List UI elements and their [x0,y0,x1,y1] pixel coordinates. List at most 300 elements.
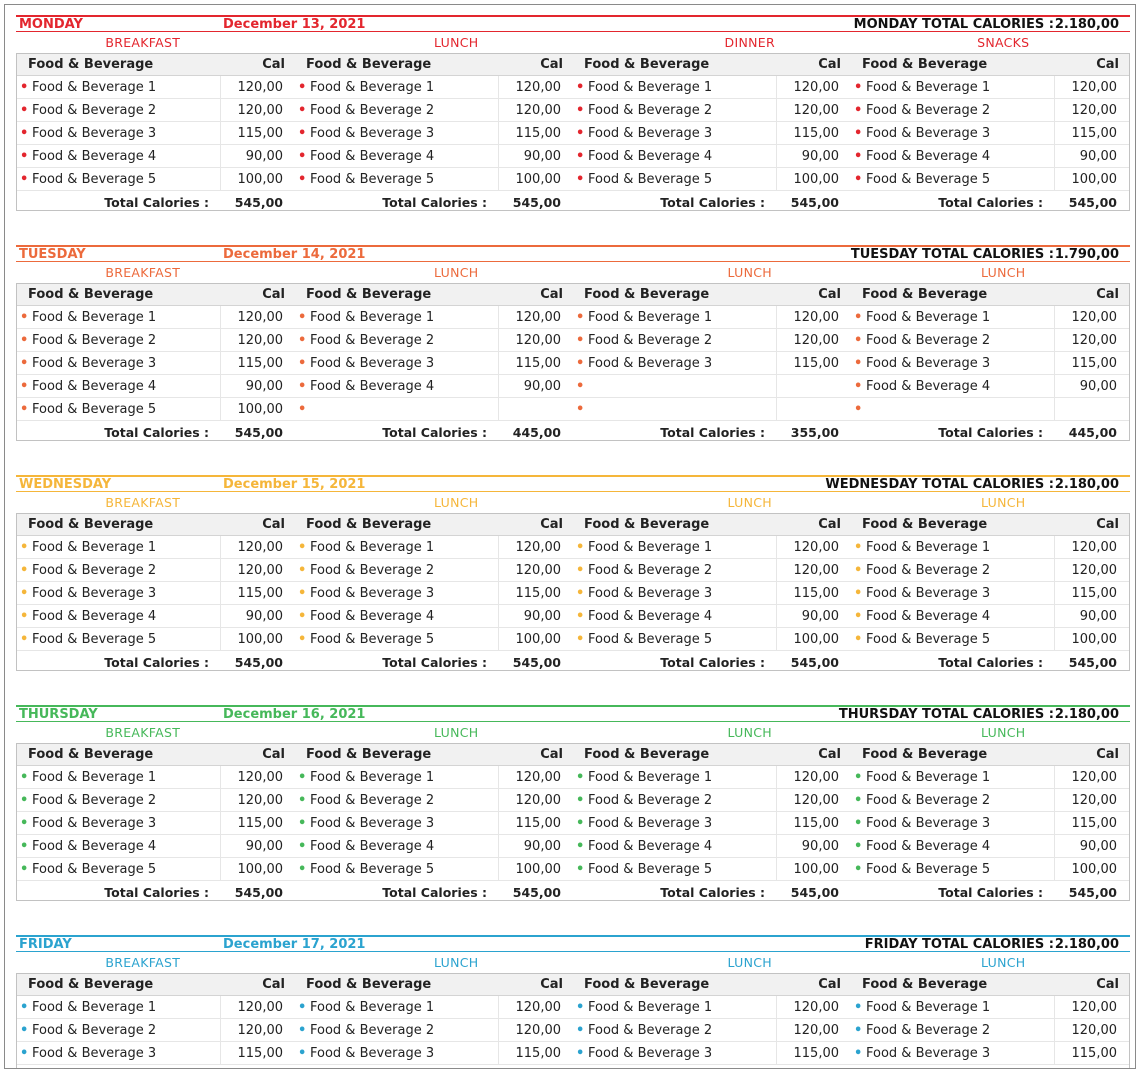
food-item-name: Food & Beverage 1 [866,1000,991,1015]
day-section-wednesday [16,475,1130,705]
table-row[interactable] [573,628,851,651]
table-row[interactable] [573,99,851,122]
table-row[interactable] [17,99,295,122]
food-item-cell [17,835,220,857]
food-item-cal: 90,00 [498,375,573,397]
meal-column [17,744,295,900]
bullet-icon: • [20,1046,29,1061]
food-item-name: Food & Beverage 2 [866,333,991,348]
food-item-cell [851,1042,1054,1064]
day-total-value: 2.180,00 [1054,17,1119,32]
table-row[interactable] [17,306,295,329]
table-row[interactable] [573,76,851,99]
table-row[interactable] [17,122,295,145]
table-row[interactable] [295,398,573,421]
table-row[interactable] [295,858,573,881]
bullet-icon: • [20,540,29,555]
bullet-icon: • [854,839,863,854]
total-calories-label: Total Calories : [382,655,487,670]
total-calories-value: 545,00 [234,195,283,210]
header-food: Food & Beverage [584,747,710,762]
day-total-label: MONDAY TOTAL CALORIES : [853,17,1054,32]
bullet-icon: • [20,333,29,348]
header-cal: Cal [818,747,841,762]
header-food: Food & Beverage [584,287,710,302]
food-item-cal: 90,00 [1054,375,1129,397]
bullet-icon: • [576,816,585,831]
meal-label: LUNCH [981,265,1026,280]
day-section-tuesday [16,245,1130,475]
food-item-cal: 90,00 [1054,145,1129,167]
table-row[interactable] [17,858,295,881]
bullet-icon: • [20,126,29,141]
food-item-cal: 120,00 [1054,536,1129,558]
meal-label: SNACKS [977,35,1030,50]
day-total-value: 1.790,00 [1054,247,1119,262]
bullet-icon: • [298,333,307,348]
table-row[interactable] [573,559,851,582]
table-row[interactable] [17,329,295,352]
food-item-cell [573,559,776,581]
table-row[interactable] [295,1042,573,1065]
bullet-icon: • [20,862,29,877]
header-cal: Cal [540,57,563,72]
food-item-name: Food & Beverage 5 [866,862,991,877]
food-item-name: Food & Beverage 3 [588,356,713,371]
table-row[interactable] [851,122,1129,145]
table-header [17,514,295,536]
food-item-name: Food & Beverage 3 [310,586,435,601]
food-item-name: Food & Beverage 5 [866,632,991,647]
table-row[interactable] [573,168,851,191]
table-header [17,974,295,996]
bullet-icon: • [20,793,29,808]
table-row[interactable] [295,582,573,605]
food-item-name: Food & Beverage 4 [32,609,157,624]
food-item-cell [17,145,220,167]
food-item-name: Food & Beverage 2 [866,563,991,578]
table-row[interactable] [573,329,851,352]
table-row[interactable] [851,99,1129,122]
bullet-icon: • [298,1046,307,1061]
table-row[interactable] [295,789,573,812]
table-header [17,54,295,76]
food-item-cal: 115,00 [498,352,573,374]
table-row[interactable] [17,76,295,99]
food-item-cal: 120,00 [220,766,295,788]
bullet-icon: • [576,1023,585,1038]
total-calories-label: Total Calories : [660,885,765,900]
table-row[interactable] [573,536,851,559]
meal-column [851,744,1129,900]
food-item-cell [17,559,220,581]
bullet-icon: • [854,379,863,394]
bullet-icon: • [854,540,863,555]
meal-table [16,743,1130,901]
total-calories-value: 545,00 [234,425,283,440]
meal-column [573,514,851,670]
food-item-cell [295,1019,498,1041]
table-row[interactable] [573,306,851,329]
food-item-cell [295,858,498,880]
bullet-icon: • [576,540,585,555]
table-row[interactable] [295,375,573,398]
table-header [295,54,573,76]
food-item-cal: 120,00 [776,1019,851,1041]
food-item-cal: 120,00 [776,789,851,811]
meal-column [851,284,1129,440]
header-cal: Cal [1096,747,1119,762]
food-item-cell [295,122,498,144]
meal-column [295,744,573,900]
table-row[interactable] [573,375,851,398]
table-row[interactable] [851,306,1129,329]
table-row[interactable] [295,352,573,375]
food-item-cal: 90,00 [1054,605,1129,627]
food-item-cell [851,306,1054,328]
table-row[interactable] [17,168,295,191]
table-row[interactable] [17,605,295,628]
food-item-cell [295,1042,498,1064]
total-calories-value: 445,00 [1068,425,1117,440]
table-row[interactable] [851,628,1129,651]
bullet-icon: • [576,770,585,785]
table-row[interactable] [851,605,1129,628]
food-item-cell [295,605,498,627]
meal-table [16,53,1130,211]
food-item-cell [17,306,220,328]
meal-label: DINNER [724,35,775,50]
bullet-icon: • [298,103,307,118]
table-row[interactable] [295,628,573,651]
table-row[interactable] [851,168,1129,191]
table-header [573,514,851,536]
bullet-icon: • [20,310,29,325]
food-item-cal: 115,00 [776,352,851,374]
meal-label: LUNCH [727,265,772,280]
table-row[interactable] [573,766,851,789]
bullet-icon: • [20,80,29,95]
meal-label: LUNCH [434,265,479,280]
bullet-icon: • [576,609,585,624]
food-item-cell [851,582,1054,604]
food-item-name: Food & Beverage 5 [588,172,713,187]
table-row[interactable] [573,122,851,145]
table-row[interactable] [573,1019,851,1042]
food-item-name: Food & Beverage 2 [866,793,991,808]
bullet-icon: • [576,310,585,325]
table-row[interactable] [851,812,1129,835]
food-item-name: Food & Beverage 2 [588,333,713,348]
day-name: WEDNESDAY [19,477,112,492]
day-total-label: FRIDAY TOTAL CALORIES : [864,937,1054,952]
food-item-cell [573,329,776,351]
total-calories-value: 545,00 [790,195,839,210]
table-row[interactable] [573,858,851,881]
table-row[interactable] [17,1042,295,1065]
table-row[interactable] [573,789,851,812]
table-row[interactable] [851,536,1129,559]
meal-label: BREAKFAST [105,265,181,280]
table-row[interactable] [851,835,1129,858]
table-row[interactable] [573,352,851,375]
food-item-name: Food & Beverage 2 [310,103,435,118]
food-item-cal: 100,00 [1054,858,1129,880]
table-row[interactable] [295,329,573,352]
food-item-name: Food & Beverage 2 [866,103,991,118]
bullet-icon: • [298,126,307,141]
food-item-cal: 120,00 [1054,99,1129,121]
table-row[interactable] [851,1019,1129,1042]
food-item-name: Food & Beverage 1 [310,540,435,555]
header-cal: Cal [540,977,563,992]
table-row[interactable] [17,835,295,858]
table-row[interactable] [295,996,573,1019]
food-item-cal: 115,00 [1054,122,1129,144]
food-item-name: Food & Beverage 3 [32,1046,157,1061]
header-food: Food & Beverage [28,287,154,302]
table-row[interactable] [573,835,851,858]
food-item-cal: 120,00 [220,99,295,121]
table-row[interactable] [17,812,295,835]
food-item-cal: 90,00 [1054,835,1129,857]
table-row[interactable] [851,375,1129,398]
food-item-cell [295,812,498,834]
table-header [295,514,573,536]
total-row [295,191,573,214]
food-item-cell [851,858,1054,880]
food-item-cell [17,812,220,834]
table-row[interactable] [17,628,295,651]
table-row[interactable] [573,398,851,421]
food-item-cal: 120,00 [498,76,573,98]
day-header [16,935,1130,952]
table-row[interactable] [295,76,573,99]
header-food: Food & Beverage [28,747,154,762]
day-header [16,475,1130,492]
bullet-icon: • [20,402,29,417]
table-row[interactable] [17,1019,295,1042]
header-food: Food & Beverage [862,57,988,72]
food-item-name: Food & Beverage 3 [588,586,713,601]
food-item-name: Food & Beverage 2 [310,333,435,348]
table-row[interactable] [295,605,573,628]
food-item-cell [17,375,220,397]
food-item-cell [851,536,1054,558]
total-calories-value: 545,00 [512,655,561,670]
table-row[interactable] [851,559,1129,582]
food-item-cal: 115,00 [1054,582,1129,604]
bullet-icon: • [854,793,863,808]
table-header [573,284,851,306]
table-row[interactable] [17,536,295,559]
table-row[interactable] [17,996,295,1019]
table-header [295,974,573,996]
meal-labels [16,953,1130,973]
food-item-name: Food & Beverage 3 [32,126,157,141]
table-row[interactable] [17,582,295,605]
header-food: Food & Beverage [28,517,154,532]
table-row[interactable] [851,352,1129,375]
header-cal: Cal [540,287,563,302]
header-cal: Cal [818,287,841,302]
food-item-cal: 115,00 [498,582,573,604]
food-item-cell [295,559,498,581]
table-row[interactable] [17,375,295,398]
meal-column [17,284,295,440]
table-row[interactable] [295,1019,573,1042]
food-item-name: Food & Beverage 1 [588,1000,713,1015]
food-item-cal: 115,00 [498,122,573,144]
table-row[interactable] [295,536,573,559]
table-row[interactable] [851,1042,1129,1065]
meal-label: BREAKFAST [105,35,181,50]
table-row[interactable] [295,812,573,835]
table-row[interactable] [851,858,1129,881]
table-row[interactable] [295,559,573,582]
food-item-cell [295,766,498,788]
table-row[interactable] [851,582,1129,605]
food-item-name: Food & Beverage 2 [32,103,157,118]
food-item-name: Food & Beverage 3 [866,1046,991,1061]
bullet-icon: • [20,172,29,187]
food-item-name: Food & Beverage 2 [32,1023,157,1038]
bullet-icon: • [576,632,585,647]
table-row[interactable] [17,145,295,168]
bullet-icon: • [20,816,29,831]
food-item-name: Food & Beverage 4 [866,839,991,854]
food-item-cal [1054,398,1129,420]
food-item-name: Food & Beverage 2 [588,1023,713,1038]
bullet-icon: • [854,586,863,601]
table-row[interactable] [17,766,295,789]
food-item-cell [851,996,1054,1018]
table-row[interactable] [851,76,1129,99]
food-item-name: Food & Beverage 2 [32,563,157,578]
food-item-cal: 90,00 [776,145,851,167]
table-row[interactable] [295,168,573,191]
food-item-name: Food & Beverage 1 [32,80,157,95]
meal-column [17,974,295,1069]
meal-label: BREAKFAST [105,725,181,740]
bullet-icon: • [20,563,29,578]
food-item-cell [851,789,1054,811]
food-item-cell [573,1019,776,1041]
bullet-icon: • [854,1000,863,1015]
bullet-icon: • [576,563,585,578]
table-row[interactable] [573,996,851,1019]
table-row[interactable] [17,352,295,375]
table-header [851,54,1129,76]
table-row[interactable] [295,122,573,145]
table-header [17,284,295,306]
food-item-cal: 120,00 [220,1019,295,1041]
table-header [851,974,1129,996]
table-row[interactable] [17,398,295,421]
header-food: Food & Beverage [862,287,988,302]
food-item-name: Food & Beverage 3 [32,816,157,831]
food-item-cal: 115,00 [776,582,851,604]
food-item-cal [776,375,851,397]
food-item-name: Food & Beverage 1 [310,310,435,325]
food-item-cell [17,329,220,351]
food-item-cal: 90,00 [498,835,573,857]
food-item-name: Food & Beverage 2 [588,563,713,578]
table-row[interactable] [851,329,1129,352]
table-row[interactable] [851,996,1129,1019]
header-cal: Cal [1096,287,1119,302]
table-row[interactable] [295,766,573,789]
total-calories-value: 545,00 [790,655,839,670]
day-header [16,705,1130,722]
food-item-cell [851,145,1054,167]
food-item-cell [851,352,1054,374]
bullet-icon: • [20,356,29,371]
table-row[interactable] [851,766,1129,789]
bullet-icon: • [854,103,863,118]
bullet-icon: • [298,149,307,164]
food-item-cell [573,352,776,374]
table-row[interactable] [851,398,1129,421]
day-total-label: WEDNESDAY TOTAL CALORIES : [825,477,1054,492]
food-item-cell [295,168,498,190]
table-row[interactable] [295,99,573,122]
table-row[interactable] [573,145,851,168]
table-row[interactable] [573,812,851,835]
table-row[interactable] [573,605,851,628]
meal-label: LUNCH [434,725,479,740]
meal-column [573,54,851,210]
food-item-name: Food & Beverage 1 [866,310,991,325]
header-food: Food & Beverage [584,57,710,72]
food-item-cal: 100,00 [1054,168,1129,190]
table-row[interactable] [573,582,851,605]
bullet-icon: • [298,816,307,831]
table-row[interactable] [851,789,1129,812]
food-item-cell [295,352,498,374]
total-row [295,651,573,674]
food-item-name: Food & Beverage 4 [32,379,157,394]
header-food: Food & Beverage [306,517,432,532]
total-calories-label: Total Calories : [938,885,1043,900]
food-item-name: Food & Beverage 2 [310,1023,435,1038]
table-row[interactable] [17,789,295,812]
food-item-cell [573,145,776,167]
table-row[interactable] [295,306,573,329]
header-food: Food & Beverage [862,977,988,992]
bullet-icon: • [854,149,863,164]
food-item-cell [573,996,776,1018]
food-item-cell [295,99,498,121]
total-row [851,191,1129,214]
table-row[interactable] [295,835,573,858]
total-calories-label: Total Calories : [104,425,209,440]
total-calories-value: 545,00 [1068,655,1117,670]
meal-label: BREAKFAST [105,955,181,970]
bullet-icon: • [576,80,585,95]
day-total-label: TUESDAY TOTAL CALORIES : [850,247,1054,262]
table-row[interactable] [17,559,295,582]
total-calories-value: 545,00 [1068,885,1117,900]
table-row[interactable] [295,145,573,168]
food-item-cal: 120,00 [220,329,295,351]
food-item-cal: 120,00 [220,536,295,558]
table-row[interactable] [573,1042,851,1065]
table-row[interactable] [851,145,1129,168]
total-calories-label: Total Calories : [938,195,1043,210]
food-item-cal: 115,00 [1054,352,1129,374]
food-item-cal: 120,00 [1054,76,1129,98]
